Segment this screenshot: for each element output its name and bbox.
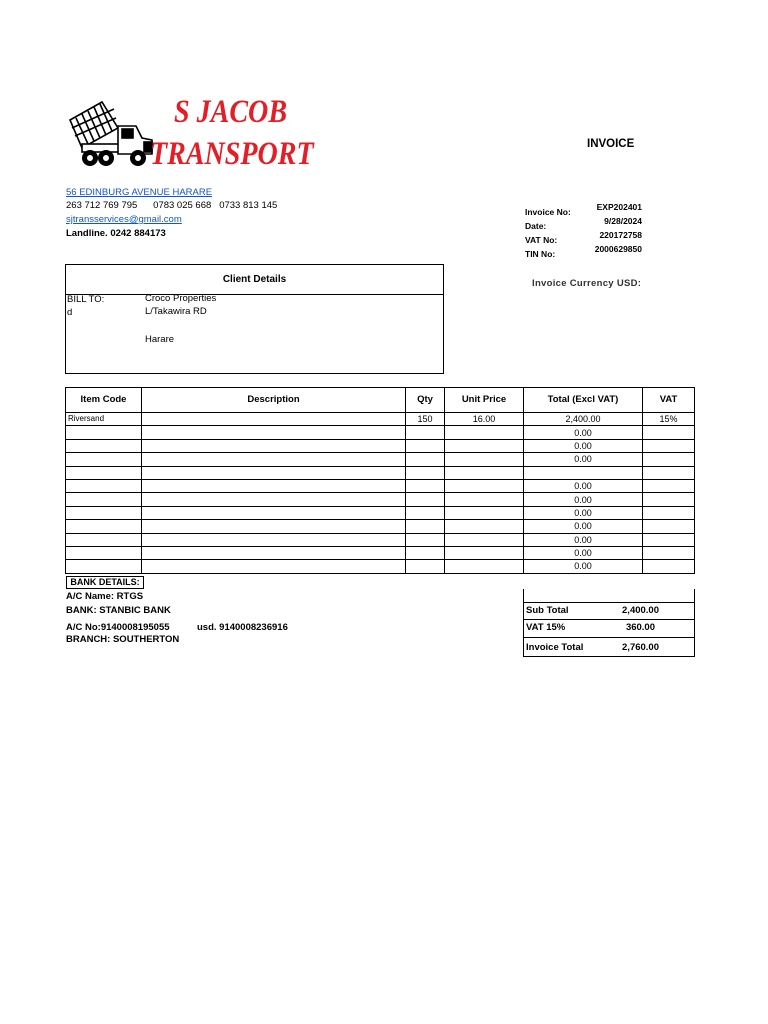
invoice-currency: Invoice Currency USD: bbox=[532, 278, 642, 289]
total-cell: 0.00 bbox=[524, 426, 643, 439]
vat-cell bbox=[643, 546, 695, 559]
item-code-cell: Riversand bbox=[66, 413, 142, 426]
total-cell bbox=[524, 466, 643, 479]
item-code-cell bbox=[66, 426, 142, 439]
table-row bbox=[66, 453, 695, 466]
vat-label: VAT 15% bbox=[526, 622, 566, 633]
invoice-total-value: 2,760.00 bbox=[622, 642, 659, 653]
sub-total-label: Sub Total bbox=[526, 605, 569, 616]
item-code-cell bbox=[66, 546, 142, 559]
company-email-link[interactable]: sjtransservices@gmail.com bbox=[66, 214, 182, 225]
col-vat: VAT bbox=[643, 388, 695, 413]
vat-cell bbox=[643, 426, 695, 439]
meta-value: 220172758 bbox=[599, 230, 642, 240]
meta-row-date bbox=[525, 216, 642, 230]
description-cell bbox=[142, 439, 406, 452]
unit-price-cell bbox=[445, 479, 524, 492]
table-row bbox=[66, 439, 695, 452]
qty-cell bbox=[406, 533, 445, 546]
item-code-cell bbox=[66, 466, 142, 479]
col-item-code: Item Code bbox=[66, 388, 142, 413]
totals-spacer-row bbox=[523, 589, 695, 603]
description-cell bbox=[142, 533, 406, 546]
unit-price-cell bbox=[445, 439, 524, 452]
meta-label: Invoice No: bbox=[525, 207, 571, 217]
description-cell bbox=[142, 520, 406, 533]
client-city: Harare bbox=[145, 334, 175, 345]
table-row bbox=[66, 413, 695, 426]
company-name-line1: S JACOB bbox=[174, 94, 288, 130]
qty-cell bbox=[406, 560, 445, 573]
table-row bbox=[66, 520, 695, 533]
table-row bbox=[66, 493, 695, 506]
table-row bbox=[66, 506, 695, 519]
description-cell bbox=[142, 426, 406, 439]
total-cell: 0.00 bbox=[524, 506, 643, 519]
unit-price-cell bbox=[445, 506, 524, 519]
description-cell bbox=[142, 546, 406, 559]
meta-row-tin-no bbox=[525, 244, 642, 258]
vat-cell bbox=[643, 439, 695, 452]
vat-value: 360.00 bbox=[625, 622, 655, 633]
vat-cell bbox=[643, 493, 695, 506]
unit-price-cell bbox=[445, 546, 524, 559]
col-unit-price: Unit Price bbox=[445, 388, 524, 413]
item-code-cell bbox=[66, 506, 142, 519]
bank-usd-ac: usd. 9140008236916 bbox=[197, 622, 288, 633]
description-cell bbox=[142, 506, 406, 519]
bank-name: BANK: STANBIC BANK bbox=[66, 605, 171, 616]
description-cell bbox=[142, 479, 406, 492]
unit-price-cell: 16.00 bbox=[445, 413, 524, 426]
qty-cell bbox=[406, 493, 445, 506]
items-header-row bbox=[66, 388, 695, 413]
unit-price-cell bbox=[445, 533, 524, 546]
table-row bbox=[66, 466, 695, 479]
bill-to-label: BILL TO: bbox=[67, 294, 105, 305]
total-cell: 0.00 bbox=[524, 533, 643, 546]
client-name: Croco Properties bbox=[145, 293, 217, 304]
col-qty: Qty bbox=[406, 388, 445, 413]
item-code-cell bbox=[66, 533, 142, 546]
table-row bbox=[66, 426, 695, 439]
item-code-cell bbox=[66, 520, 142, 533]
item-code-cell bbox=[66, 479, 142, 492]
total-cell: 2,400.00 bbox=[524, 413, 643, 426]
qty-cell bbox=[406, 546, 445, 559]
totals-box bbox=[523, 602, 695, 657]
bank-ac-no: A/C No:9140008195055 bbox=[66, 622, 170, 633]
bank-ac-name: A/C Name: RTGS bbox=[66, 591, 144, 602]
vat-cell bbox=[643, 520, 695, 533]
client-street: L/Takawira RD bbox=[145, 306, 207, 317]
vat-cell bbox=[643, 479, 695, 492]
vat-cell bbox=[643, 560, 695, 573]
unit-price-cell bbox=[445, 560, 524, 573]
vat-cell bbox=[643, 453, 695, 466]
total-cell: 0.00 bbox=[524, 546, 643, 559]
sub-total-value: 2,400.00 bbox=[622, 605, 659, 616]
qty-cell bbox=[406, 479, 445, 492]
description-cell bbox=[142, 493, 406, 506]
vat-cell bbox=[643, 506, 695, 519]
total-cell: 0.00 bbox=[524, 493, 643, 506]
description-cell bbox=[142, 413, 406, 426]
meta-label: Date: bbox=[525, 221, 547, 231]
table-row bbox=[66, 533, 695, 546]
col-description: Description bbox=[142, 388, 406, 413]
invoice-meta bbox=[525, 202, 642, 258]
meta-row-invoice-no bbox=[525, 202, 642, 216]
vat-cell bbox=[643, 466, 695, 479]
company-address-link[interactable]: 56 EDINBURG AVENUE HARARE bbox=[66, 187, 213, 198]
total-cell: 0.00 bbox=[524, 479, 643, 492]
total-cell: 0.00 bbox=[524, 560, 643, 573]
qty-cell: 150 bbox=[406, 413, 445, 426]
total-cell: 0.00 bbox=[524, 520, 643, 533]
meta-row-vat-no bbox=[525, 230, 642, 244]
meta-value: 9/28/2024 bbox=[604, 216, 642, 226]
item-code-cell bbox=[66, 560, 142, 573]
total-cell: 0.00 bbox=[524, 439, 643, 452]
unit-price-cell bbox=[445, 426, 524, 439]
meta-label: VAT No: bbox=[525, 235, 558, 245]
table-row bbox=[66, 560, 695, 573]
invoice-title: INVOICE bbox=[587, 138, 635, 150]
total-cell: 0.00 bbox=[524, 453, 643, 466]
meta-label: TIN No: bbox=[525, 249, 556, 259]
unit-price-cell bbox=[445, 520, 524, 533]
bank-details-header bbox=[66, 576, 144, 589]
invoice-total-label: Invoice Total bbox=[526, 642, 584, 653]
description-cell bbox=[142, 466, 406, 479]
col-total-excl-vat: Total (Excl VAT) bbox=[524, 388, 643, 413]
qty-cell bbox=[406, 453, 445, 466]
dump-truck-logo-icon bbox=[66, 98, 158, 172]
items-table bbox=[65, 387, 695, 574]
company-phones: 263 712 769 795 0783 025 668 0733 813 145 bbox=[66, 200, 278, 211]
bank-branch: BRANCH: SOUTHERTON bbox=[66, 634, 180, 645]
qty-cell bbox=[406, 506, 445, 519]
qty-cell bbox=[406, 426, 445, 439]
client-details-box bbox=[65, 264, 444, 374]
item-code-cell bbox=[66, 493, 142, 506]
meta-value: EXP202401 bbox=[596, 202, 642, 212]
client-details-header: Client Details bbox=[66, 265, 443, 295]
meta-value: 2000629850 bbox=[594, 244, 642, 254]
bank-details-label: BANK DETAILS: bbox=[70, 577, 140, 587]
bill-to-cont: d bbox=[67, 307, 73, 318]
qty-cell bbox=[406, 520, 445, 533]
table-row bbox=[66, 479, 695, 492]
unit-price-cell bbox=[445, 493, 524, 506]
vat-cell: 15% bbox=[643, 413, 695, 426]
vat-cell bbox=[643, 533, 695, 546]
qty-cell bbox=[406, 466, 445, 479]
unit-price-cell bbox=[445, 466, 524, 479]
company-name-line2: TRANSPORT bbox=[150, 136, 314, 172]
table-row bbox=[66, 546, 695, 559]
item-code-cell bbox=[66, 453, 142, 466]
description-cell bbox=[142, 453, 406, 466]
description-cell bbox=[142, 560, 406, 573]
qty-cell bbox=[406, 439, 445, 452]
company-landline: Landline. 0242 884173 bbox=[66, 228, 166, 239]
item-code-cell bbox=[66, 439, 142, 452]
unit-price-cell bbox=[445, 453, 524, 466]
